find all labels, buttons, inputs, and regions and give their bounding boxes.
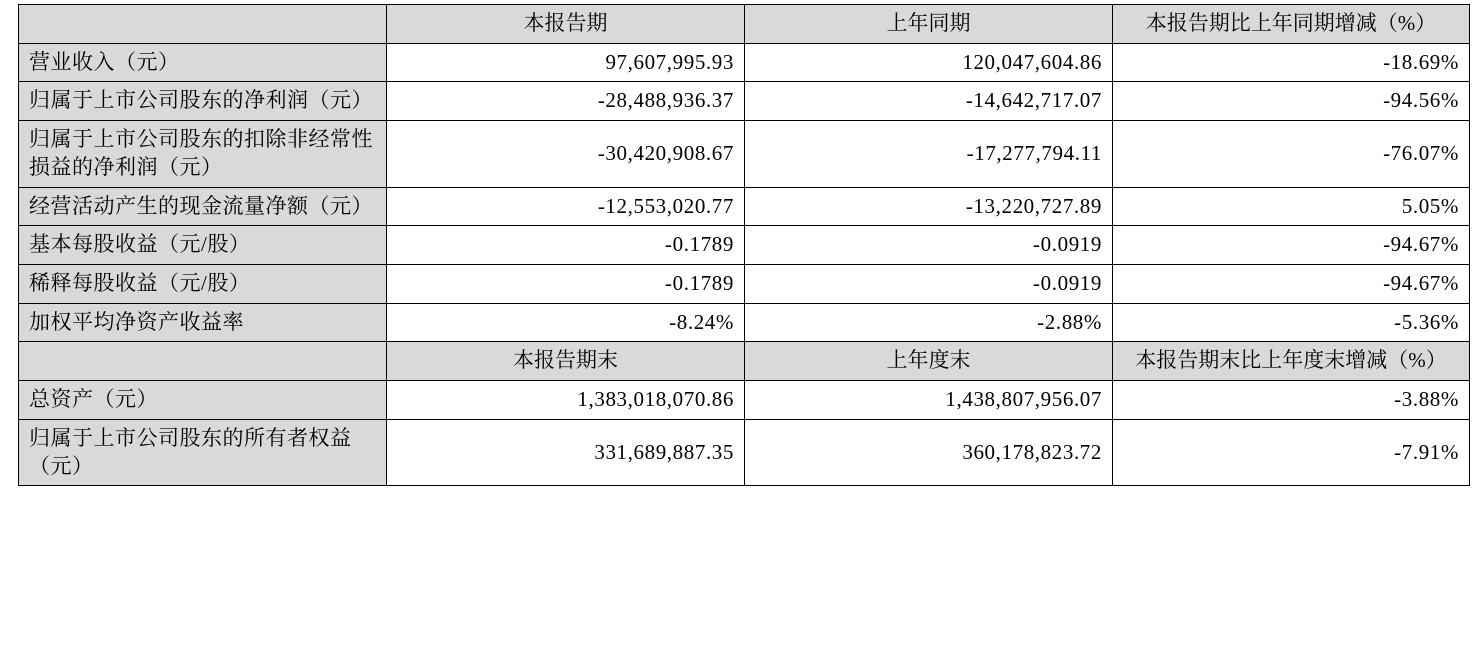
row-change-operating-cash-flow: 5.05% (1113, 187, 1470, 226)
table-row (19, 265, 1470, 304)
header-cell-period-change: 本报告期比上年同期增减（%） (1113, 5, 1470, 44)
row-current-basic-eps: -0.1789 (387, 226, 745, 265)
row-current-net-profit: -28,488,936.37 (387, 82, 745, 121)
row-current-weighted-roe: -8.24% (387, 303, 745, 342)
table-row (19, 303, 1470, 342)
row-previous-shareholders-equity: 360,178,823.72 (745, 419, 1113, 485)
header-cell-empty-2 (19, 342, 387, 381)
header-cell-current-period-end: 本报告期末 (387, 342, 745, 381)
header-cell-current-period: 本报告期 (387, 5, 745, 44)
row-label-diluted-eps: 稀释每股收益（元/股） (19, 265, 387, 304)
header-cell-period-end-change: 本报告期末比上年度末增减（%） (1113, 342, 1470, 381)
row-label-revenue: 营业收入（元） (19, 43, 387, 82)
row-current-total-assets: 1,383,018,070.86 (387, 381, 745, 420)
financial-summary-table (18, 4, 1470, 486)
row-current-operating-cash-flow: -12,553,020.77 (387, 187, 745, 226)
row-label-total-assets: 总资产（元） (19, 381, 387, 420)
row-change-diluted-eps: -94.67% (1113, 265, 1470, 304)
header-cell-previous-period: 上年同期 (745, 5, 1113, 44)
table-row (19, 419, 1470, 485)
header-cell-previous-year-end: 上年度末 (745, 342, 1113, 381)
table-header-row-period-end (19, 342, 1470, 381)
row-previous-net-profit: -14,642,717.07 (745, 82, 1113, 121)
row-previous-diluted-eps: -0.0919 (745, 265, 1113, 304)
row-change-weighted-roe: -5.36% (1113, 303, 1470, 342)
row-previous-operating-cash-flow: -13,220,727.89 (745, 187, 1113, 226)
row-previous-basic-eps: -0.0919 (745, 226, 1113, 265)
row-previous-revenue: 120,047,604.86 (745, 43, 1113, 82)
row-current-net-profit-excl-nonrecurring: -30,420,908.67 (387, 121, 745, 187)
row-label-basic-eps: 基本每股收益（元/股） (19, 226, 387, 265)
row-label-shareholders-equity: 归属于上市公司股东的所有者权益（元） (19, 419, 387, 485)
row-change-net-profit-excl-nonrecurring: -76.07% (1113, 121, 1470, 187)
table-row (19, 121, 1470, 187)
row-current-revenue: 97,607,995.93 (387, 43, 745, 82)
row-previous-net-profit-excl-nonrecurring: -17,277,794.11 (745, 121, 1113, 187)
row-label-weighted-roe: 加权平均净资产收益率 (19, 303, 387, 342)
row-label-operating-cash-flow: 经营活动产生的现金流量净额（元） (19, 187, 387, 226)
row-change-basic-eps: -94.67% (1113, 226, 1470, 265)
table-header-row-period (19, 5, 1470, 44)
table-row (19, 43, 1470, 82)
row-change-revenue: -18.69% (1113, 43, 1470, 82)
row-change-total-assets: -3.88% (1113, 381, 1470, 420)
table-row (19, 381, 1470, 420)
row-label-net-profit: 归属于上市公司股东的净利润（元） (19, 82, 387, 121)
row-current-shareholders-equity: 331,689,887.35 (387, 419, 745, 485)
table-row (19, 187, 1470, 226)
table-row (19, 82, 1470, 121)
row-label-net-profit-excl-nonrecurring: 归属于上市公司股东的扣除非经常性损益的净利润（元） (19, 121, 387, 187)
row-change-net-profit: -94.56% (1113, 82, 1470, 121)
row-current-diluted-eps: -0.1789 (387, 265, 745, 304)
header-cell-empty (19, 5, 387, 44)
row-previous-total-assets: 1,438,807,956.07 (745, 381, 1113, 420)
row-change-shareholders-equity: -7.91% (1113, 419, 1470, 485)
table-row (19, 226, 1470, 265)
row-previous-weighted-roe: -2.88% (745, 303, 1113, 342)
